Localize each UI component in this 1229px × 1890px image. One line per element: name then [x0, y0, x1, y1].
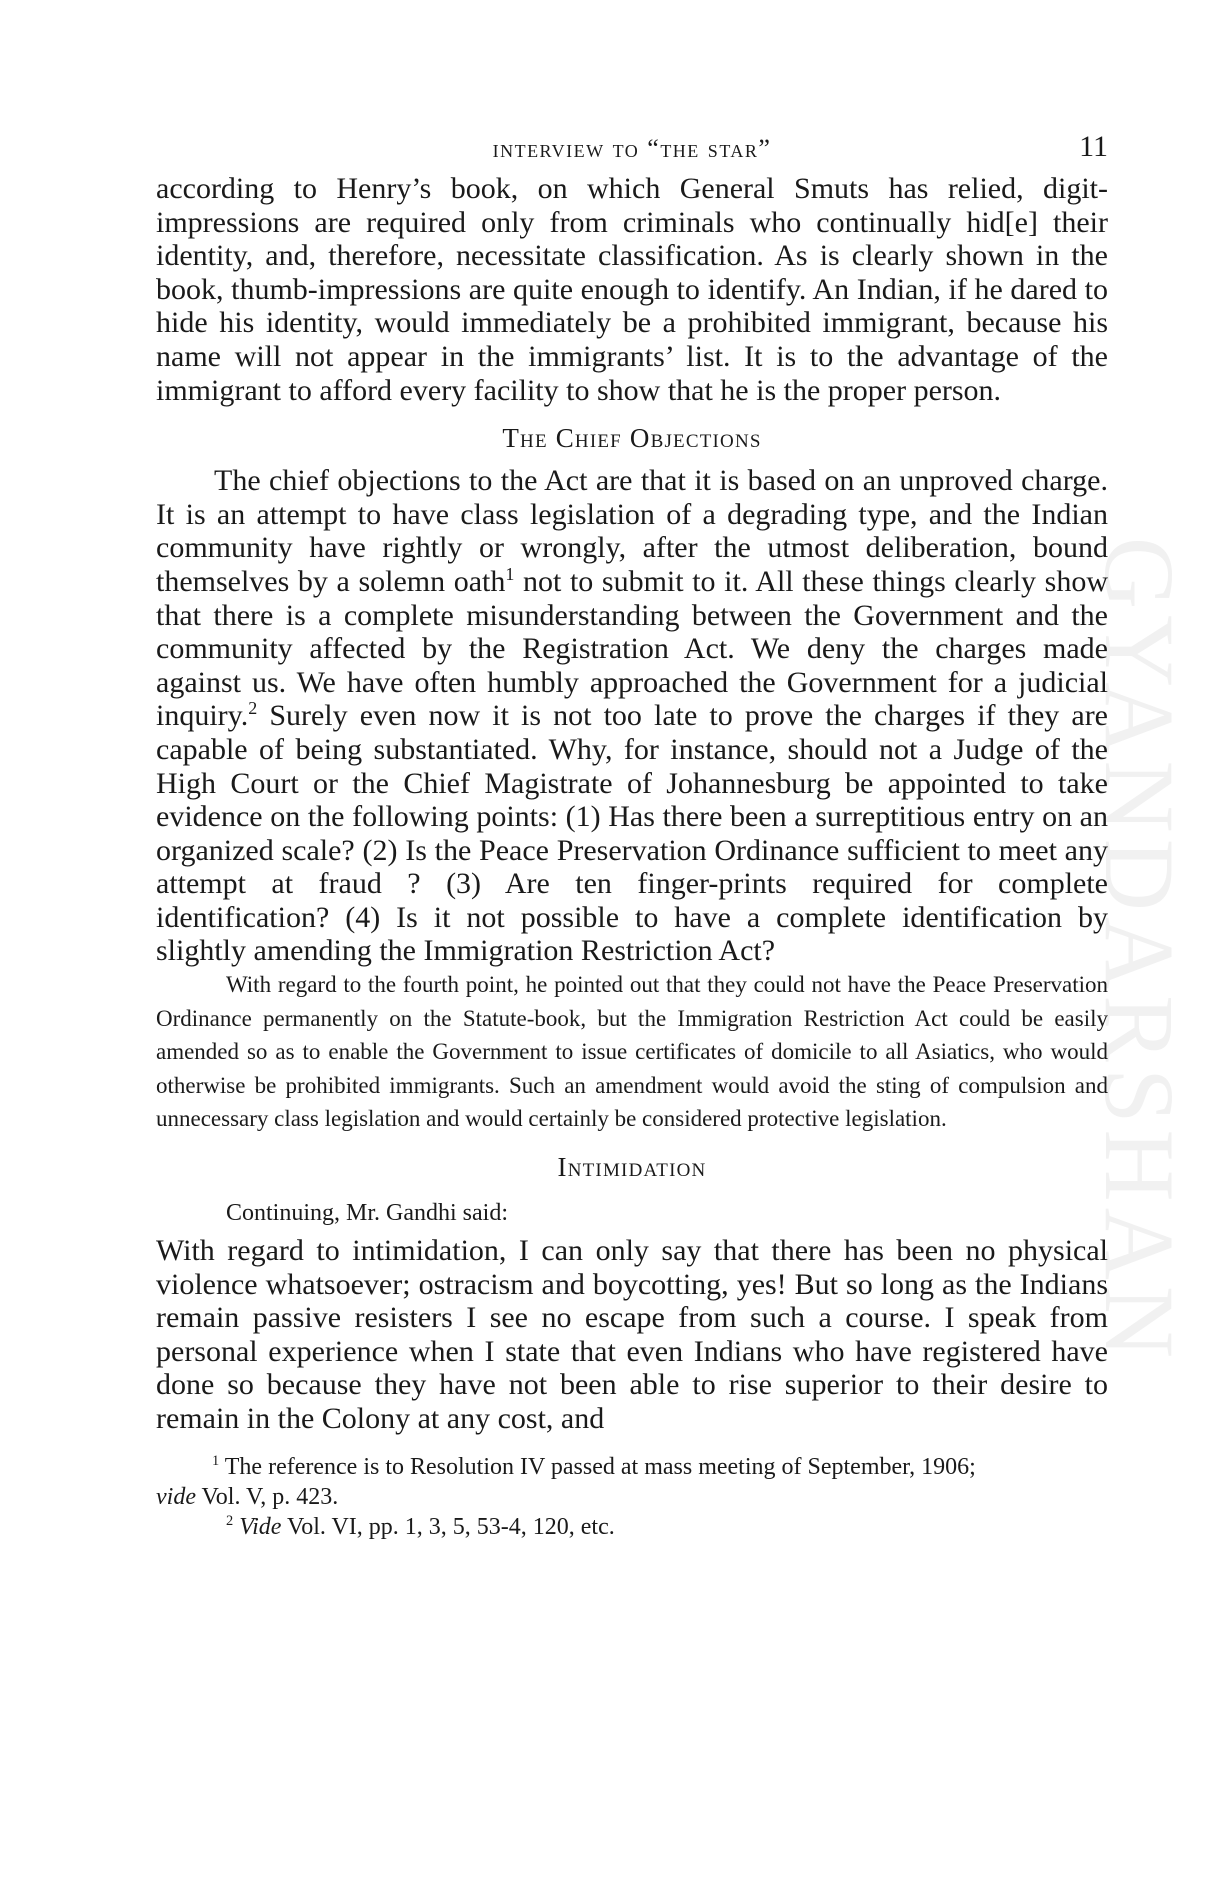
footnote-text: Vol. VI, pp. 1, 3, 5, 53-4, 120, etc. — [281, 1513, 615, 1540]
paragraph-text: Surely even now it is not too late to prove the charges if they are capable of being substantiated. Why, for instance, should not a Judge of the High Court or the Chief Magistrate of Johannesburg be appointed to take evidence on the following points: (1) Has there been a surreptitious entry on an organized scale? (2) Is the Peace Preservation Ordinance sufficient to meet any attempt at fraud ? (3) Are ten finger-prints required for complete identification? (4) Is it not possible to have a complete identification by slightly amending the Immigration Restriction Act? — [156, 699, 1108, 968]
paragraph-intimidation: With regard to intimidation, I can only say that there has been no physical violence whatsoever; ostracism and boycotting, yes! But so long as the Indians remain passive resisters I see no escape from such a course. I speak from personal experience when I state that even Indians who have registered have done so because they have not been able to rise superior to their desire to remain in the Colony at any cost, and — [156, 1234, 1108, 1435]
paragraph-text: The chief objections to the Act are that it is based on an unproved charge. It is an attempt to have class legislation of a degrading type, and the Indian community have rightly or wrongly, after the utmost deliberation, bound themselves by a solemn oath — [156, 464, 1108, 598]
footnote-reference-1: 1 — [505, 563, 515, 584]
footnote-marker-2: 2 — [226, 1512, 234, 1529]
footnote-marker-1: 1 — [212, 1452, 220, 1469]
footnote-2 — [226, 1512, 1108, 1542]
lead-in-text: Continuing, Mr. Gandhi said: — [226, 1200, 508, 1227]
footnote-vide: Vide — [239, 1513, 282, 1540]
running-title: interview to “the star” — [492, 134, 772, 163]
running-head — [156, 128, 1108, 168]
footnote-reference-2: 2 — [248, 698, 258, 719]
paragraph-continuation: according to Henry’s book, on which General Smuts has relied, digit-impressions are required only from criminals who continually hid[e] their identity, and, therefore, necessitate classification. As is clearly shown in the book, thumb-impressions are quite enough to identify. An Indian, if he dared to hide his identity, would immediately be a prohibited immigrant, because his name will not appear in the immigrants’ list. It is to the advantage of the immigrant to afford every facility to show that he is the proper person. — [156, 172, 1108, 407]
footnote-vide: vide — [156, 1483, 196, 1510]
footnote-text: Vol. V, p. 423. — [195, 1483, 339, 1510]
footnotes — [156, 1452, 1108, 1542]
watermark-text: GYANDARSHAN — [1084, 536, 1196, 1364]
page-number: 11 — [1079, 130, 1108, 163]
section-heading-intimidation: Intimidation — [557, 1152, 707, 1183]
footnote-text: The reference is to Resolution IV passed at mass meeting of September, 1906; — [219, 1453, 976, 1480]
section-heading-chief-objections: The Chief Objections — [502, 423, 762, 454]
paragraph-chief-objections — [156, 464, 1108, 968]
page — [156, 128, 1108, 1542]
footnote-1 — [156, 1452, 1108, 1512]
reported-speech-paragraph: With regard to the fourth point, he pointed out that they could not have the Peace Preservation Ordinance permanently on the Statute-book, but the Immigration Restriction Act could be easily amended so as to enable the Government to issue certificates of domicile to all Asiatics, who would otherwise be prohibited immigrants. Such an amendment would avoid the sting of compulsion and unnecessary class legislation and would certainly be considered protective legislation. — [156, 972, 1108, 1132]
paragraph-text: not to submit to it. All these things clearly show that there is a complete misunderstanding between the Government and the community affected by the Registration Act. We deny the charges made against us. We have often humbly approached the Government for a judicial inquiry. — [156, 564, 1108, 733]
